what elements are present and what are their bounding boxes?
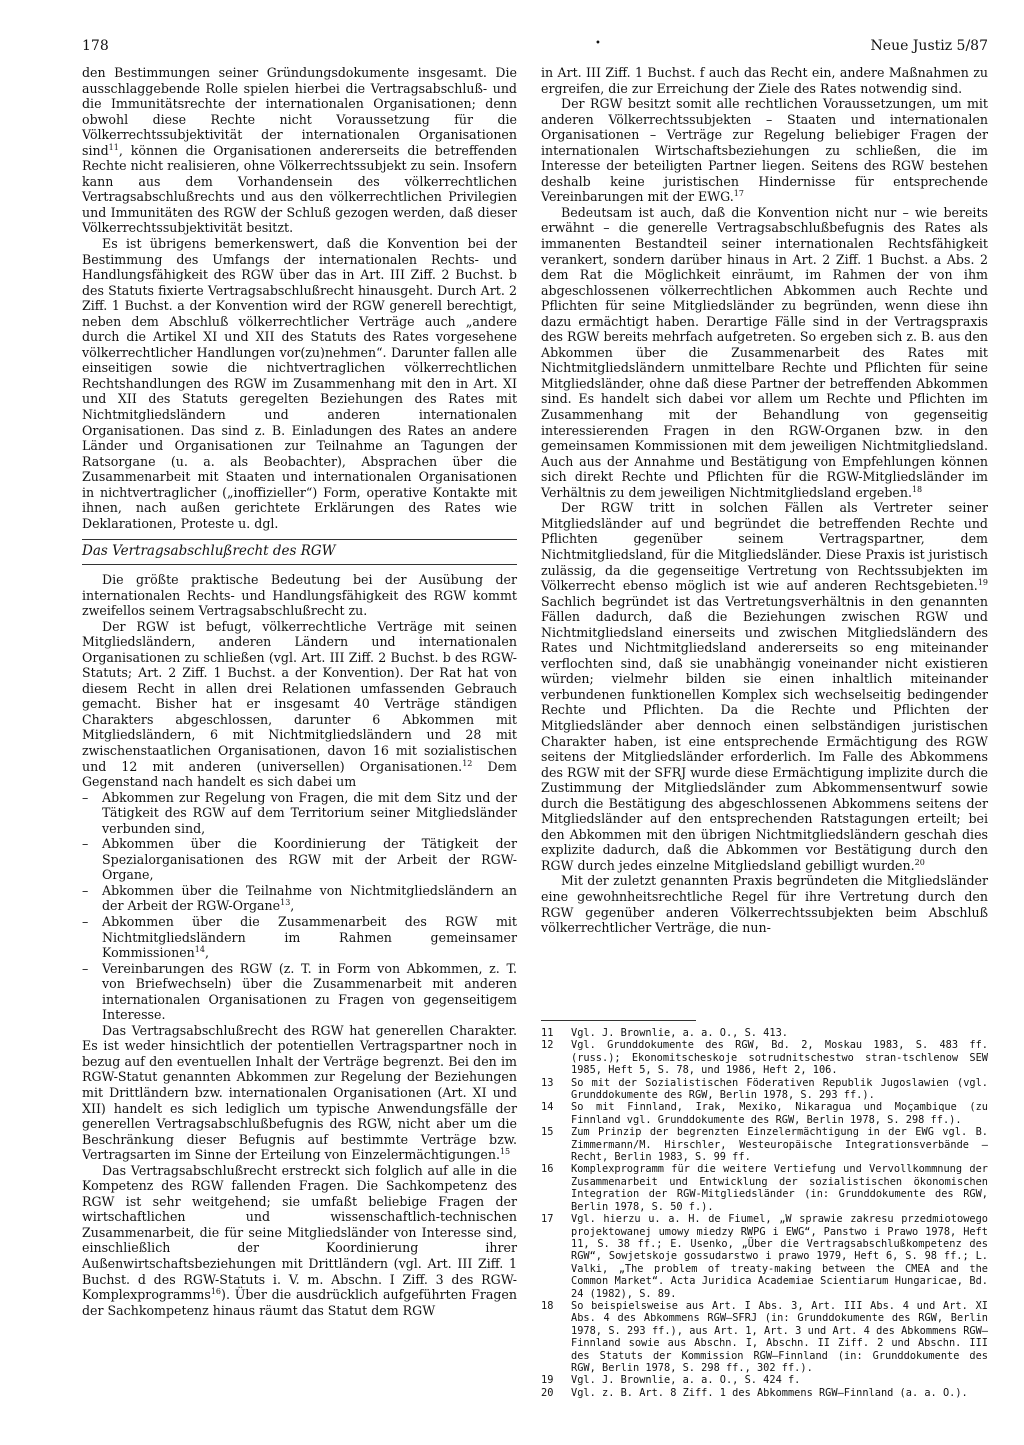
footnote-ref[interactable]: 11: [108, 142, 119, 152]
footnote-ref[interactable]: 12: [462, 758, 473, 768]
paragraph: Der RGW tritt in solchen Fällen als Vertreter seiner Mitgliedsländer auf und begründet die betreffenden Rechte und Pflichten gegenüber seinem Vertragspartner, dem Nichtmitgliedsland, für die Mitgliedsländer. Diese Praxis ist juristisch zulässig, da die gegenseitige Vertretung von Rechtssubjekten im Völkerrecht ebenso möglich ist wie auf anderen Rechtsgebieten.$^{19}$ Sachlich begründet ist das Vertretungsverhältnis in den genannten Fällen dadurch, daß die Beziehungen zwischen RGW und Nichtmitgliedsland einerseits und zwischen Mitgliedsländern des Rates und Nichtmitgliedsland andererseits so eng miteinander verflochten sind, daß sie unabhängig voneinander nicht existieren würden; vielmehr bilden sie einen inhaltlich miteinander verbundenen funktionellen Komplex sich wechselseitig bedingender Rechte und Pflichten. Da die Rechte und Pflichten der Mitgliedsländer aber dennoch einen selbständigen juristischen Charakter haben, ist eine entsprechende Ermächtigung des RGW seitens der Mitgliedsländer erforderlich. Im Falle des Abkommens des RGW mit der SFRJ wurde diese Ermächtigung implizite durch die Zustimmung der Mitgliedsländer zum Abkommensentwurf sowie durch die Bestätigung des abgeschlossenen Abkommens seitens der Mitgliedsländer auf den entsprechenden Ratstagungen erteilt; bei den Abkommen mit den übrigen Nichtmitgliedsländern geschah dies explizite dadurch, daß die Abkommen vor Bestätigung durch den RGW durch jedes einzelne Mitgliedsland gebilligt wurden.$^{20}$: [541, 500, 988, 873]
footnote-ref[interactable]: 19: [977, 577, 988, 587]
page-header: [82, 38, 988, 58]
list-item: – Abkommen über die Koordinierung der Tätigkeit der Spezialorganisationen des RGW mit der Arbeit der RGW-Organe,: [82, 836, 517, 883]
paragraph: Das Vertragsabschlußrecht des RGW hat generellen Charakter. Es ist weder hinsichtlich der potentiellen Vertragspartner noch in bezug auf den eventuellen Inhalt der Verträge begrenzt. Bei den im RGW-Statut genannten Abkommen zur Regelung der Beziehungen mit Drittländern bzw. internationalen Organisationen (Art. XI und XII) handelt es sich lediglich um typische Anwendungsfälle der generellen Vertragsabschlußbefugnis des RGW, nicht aber um die Beschränkung dieser Befugnis auf bestimmte Verträge bzw. Vertragsarten im Sinne der Erteilung von Einzelermächtigungen.$^{15}$: [82, 1022, 517, 1163]
footnote-number: 15: [541, 1126, 554, 1139]
footnote-text: So mit Finnland, Irak, Mexiko, Nikaragua und Moçambique (zu Finnland vgl. Grunddokumente des RGW, Berlin 1978, S. 298 ff.).: [571, 1101, 988, 1126]
paragraph: Der RGW ist befugt, völkerrechtliche Verträge mit seinen Mitgliedsländern, anderen Ländern und internationalen Organisationen zu schließen (vgl. Art. III Ziff. 2 Buchst. b des RGW-Statuts; Art. 2 Ziff. 1 Buchst. a der Konvention). Der Rat hat von diesem Recht in allen drei Relationen umfassenden Gebrauch gemacht. Bisher hat er insgesamt 40 Verträge ständigen Charakters abgeschlossen, darunter 6 Abkommen mit Mitgliedsländern, 6 mit Nichtmitgliedsländern und 28 mit zwischenstaatlichen Organisationen, davon 16 mit sozialistischen und 12 mit anderen (universellen) Organisationen.$^{12}$ Dem Gegenstand nach handelt es sich dabei um: [82, 618, 517, 790]
footnote: [541, 1163, 988, 1213]
footnote-number: 18: [541, 1299, 554, 1312]
footnote: [541, 1027, 988, 1039]
footnote: [541, 1039, 988, 1076]
paragraph: Mit der zuletzt genannten Praxis begründeten die Mitgliedsländer eine gewohnheitsrechtliche Regel für ihre Vertretung durch den RGW gegenüber anderen Völkerrechtssubjekten beim Abschluß völkerrechtlicher Verträge, die nun-: [541, 873, 988, 936]
footnote-ref[interactable]: 14: [194, 944, 205, 954]
footnote-number: 16: [541, 1163, 554, 1176]
footnote-text: Zum Prinzip der begrenzten Einzelermächtigung in der EWG vgl. B. Zimmermann/M. Hirschler, Westeuropäische Integrationsverbände – Recht, Berlin 1983, S. 99 ff.: [571, 1126, 988, 1164]
footnote-text: So mit der Sozialistischen Föderativen Republik Jugoslawien (vgl. Grunddokumente des RGW, Berlin 1978, S. 293 ff.).: [571, 1076, 988, 1102]
footnote-text: So beispielsweise aus Art. I Abs. 3, Art. III Abs. 4 und Art. XI Abs. 4 des Abkommens RGW–SFRJ (in: Grunddokumente des RGW, Berlin 1978, S. 293 ff.), aus Art. 1, Art. 3 und Art. 4 des Abkommens RGW–Finnland sowie aus Abschn. I, Abschn. II Ziff. 2 und Abschn. III des Statuts der Kommission RGW–Finnland (in: Grunddokumente des RGW, Berlin 1978, S. 298 ff., 302 ff.).: [571, 1299, 988, 1374]
footnote: [541, 1101, 988, 1126]
list-item: – Vereinbarungen des RGW (z. T. in Form von Abkommen, z. T. von Briefwechseln) über die Zusammenarbeit mit anderen internationalen Organisationen zu Fragen von gegenseitigem Interesse.: [82, 961, 517, 1023]
footnote: [541, 1374, 988, 1386]
list-item: – Abkommen über die Teilnahme von Nichtmitgliedsländern an der Arbeit der RGW-Organe$^{13}$,: [82, 883, 517, 914]
left-column: [82, 65, 517, 1318]
header-dot: •: [595, 38, 601, 49]
section-heading: Das Vertragsabschlußrecht des RGW: [82, 539, 517, 565]
footnote-number: 13: [541, 1076, 554, 1089]
footnote-number: 12: [541, 1039, 554, 1052]
footnote-number: 11: [541, 1027, 554, 1039]
footnote-divider: [541, 1020, 696, 1021]
footnote: [541, 1077, 988, 1102]
footnote: [541, 1213, 988, 1300]
paragraph: Bedeutsam ist auch, daß die Konvention nicht nur – wie bereits erwähnt – die generelle Vertragsabschlußbefugnis des Rates als immanenten Bestandteil seiner internationalen Rechtsfähigkeit verankert, sondern darüber hinaus in Art. 2 Ziff. 1 Buchst. a Abs. 2 dem Rat die Möglichkeit einräumt, im Rahmen der von ihm abgeschlossenen völkerrechtlichen Abkommen auch Rechte und Pflichten für seine Mitgliedsländer zu begründen, wenn diese ihn dazu ermächtigt haben. Derartige Fälle sind in der Vertragspraxis des RGW bereits mehrfach aufgetreten. So ergeben sich z. B. aus den Abkommen über die Zusammenarbeit des Rates mit Nichtmitgliedsländern unmittelbare Rechte und Pflichten für seine Mitgliedsländer, ohne daß diese Partner der betreffenden Abkommen sind. Es handelt sich dabei vor allem um Rechte und Pflichten im Zusammenhang mit der Behandlung von gegenseitig interessierenden Fragen in den RGW-Organen bzw. in den gemeinsamen Kommissionen mit dem jeweiligen Nichtmitgliedsland. Auch aus der Annahme und Bestätigung von Empfehlungen können sich direkt Rechte und Pflichten für die RGW-Mitgliedsländer im Verhältnis zu dem jeweiligen Nichtmitgliedsland ergeben.$^{18}$: [541, 204, 988, 500]
list-item: – Abkommen zur Regelung von Fragen, die mit dem Sitz und der Tätigkeit des RGW auf dem Territorium seiner Mitgliedsländer verbunden sind,: [82, 790, 517, 837]
page-number: 178: [82, 38, 109, 54]
footnote-ref[interactable]: 13: [280, 898, 291, 908]
footnote-ref[interactable]: 17: [733, 189, 744, 199]
paragraph: den Bestimmungen seiner Gründungsdokumente insgesamt. Die ausschlaggebende Rolle spielen hierbei die Vertragsabschluß- und die Immunitätsrechte der internationalen Organisationen; denn obwohl diese Rechte nicht Voraussetzung für die Völkerrechtssubjektivität der internationalen Organisationen sind$^{11}$, können die Organisationen andererseits die betreffenden Rechte nicht realisieren, ohne Völkerrechtssubjekt zu sein. Insofern kann aus dem Vorhandensein des völkerrechtlichen Vertragsabschlußrechts und aus den völkerrechtlichen Privilegien und Immunitäten des RGW der Schluß gezogen werden, daß dieser Völkerrechtssubjektivität besitzt.: [82, 65, 517, 236]
footnote-number: 14: [541, 1101, 554, 1114]
paragraph: Das Vertragsabschlußrecht erstreckt sich folglich auf alle in die Kompetenz des RGW fallenden Fragen. Die Sachkompetenz des RGW ist sehr weitgehend; sie umfaßt beliebige Fragen der wirtschaftlichen und wissenschaftlich-technischen Zusammenarbeit, die für seine Mitgliedsländer von Interesse sind, einschließlich der Koordinierung ihrer Außenwirtschaftsbeziehungen mit Drittländern (vgl. Art. III Ziff. 1 Buchst. d des RGW-Statuts i. V. m. Abschn. I Ziff. 3 des RGW-Komplexprogramms$^{16}$). Über die ausdrücklich aufgeführten Fragen der Sachkompetenz hinaus räumt das Statut dem RGW: [82, 1162, 517, 1318]
footnote: [541, 1126, 988, 1163]
journal-title: Neue Justiz 5/87: [870, 38, 988, 54]
footnote: [541, 1300, 988, 1374]
list-item: – Abkommen über die Zusammenarbeit des RGW mit Nichtmitgliedsländern im Rahmen gemeinsamer Kommissionen$^{14}$,: [82, 914, 517, 961]
footnote-text: Vgl. hierzu u. a. H. de Fiumel, „W sprawie zakresu przedmiotowego projektowanej umowy miedzy RWPG i EWG“, Panstwo i Prawo 1978, Heft 11, S. 38 ff.; E. Usenko, „Über die Vertragsabschlußkompetenz des RGW“, Sowjetskoje gossudarstwo i prawo 1979, Heft 6, S. 98 ff.; L. Valki, „The problem of treaty-making between the CMEA and the Common Market“. Acta Juridica Academiae Scientiarum Hungaricae, Bd. 24 (1982), S. 89.: [571, 1213, 988, 1300]
footnote-ref[interactable]: 16: [210, 1286, 222, 1296]
footnote-number: 20: [541, 1386, 554, 1399]
footnote-text: Vgl. Grunddokumente des RGW, Bd. 2, Moskau 1983, S. 483 ff. (russ.); Ekonomitscheskoje sotrudnitschestwo stran-tschlenow SEW 1985, Heft 5, S. 78, und 1986, Heft 2, 106.: [571, 1039, 988, 1077]
footnote-text: Vgl. J. Brownlie, a. a. O., S. 424 f.: [571, 1374, 801, 1387]
footnote-ref[interactable]: 20: [914, 857, 925, 867]
footnote-number: 19: [541, 1374, 554, 1387]
paragraph: Die größte praktische Bedeutung bei der Ausübung der internationalen Rechts- und Handlungsfähigkeit des RGW kommt zweifellos seinem Vertragsabschlußrecht zu.: [82, 571, 517, 619]
footnote-ref[interactable]: 15: [499, 1147, 511, 1156]
footnote: [541, 1387, 988, 1399]
footnote-text: Vgl. J. Brownlie, a. a. O., S. 413.: [571, 1027, 788, 1039]
footnote-text: Vgl. z. B. Art. 8 Ziff. 1 des Abkommens RGW–Finnland (a. a. O.).: [571, 1386, 968, 1399]
paragraph: in Art. III Ziff. 1 Buchst. f auch das Recht ein, andere Maßnahmen zu ergreifen, die zur Erreichung der Ziele des Rates notwendig sind.: [541, 65, 988, 96]
paragraph: Der RGW besitzt somit alle rechtlichen Voraussetzungen, um mit anderen Völkerrechtssubjekten – Staaten und internationalen Organisationen – Verträge zur Regelung beliebiger Fragen der internationalen Wirtschaftsbeziehungen zu schließen, die im Interesse der beteiligten Partner liegen. Seitens des RGW bestehen deshalb keine juristischen Hindernisse für entsprechende Vereinbarungen mit der EWG.$^{17}$: [541, 96, 988, 205]
paragraph: Es ist übrigens bemerkenswert, daß die Konvention bei der Bestimmung des Umfangs der internationalen Rechts- und Handlungsfähigkeit des RGW über das in Art. III Ziff. 2 Buchst. b des Statuts fixierte Vertragsabschlußrecht hinausgeht. Durch Art. 2 Ziff. 1 Buchst. a der Konvention wird der RGW generell berechtigt, neben dem Abschluß völkerrechtlicher Verträge auch „andere durch die Artikel XI und XII des Statuts des Rates vorgesehene völkerrechtlicher Handlungen vor(zu)nehmen“. Darunter fallen alle einseitigen sowie die nichtvertraglichen völkerrechtlichen Rechtshandlungen des RGW im Zusammenhang mit den in Art. XI und XII des Statuts geregelten Beziehungen des Rates mit Nichtmitgliedsländern und anderen internationalen Organisationen. Das sind z. B. Einladungen des Rates an andere Länder und Organisationen zur Teilnahme an Tagungen der Ratsorgane (u. a. als Beobachter), Absprachen über die Zusammenarbeit mit Staaten und internationalen Organisationen in nichtvertraglicher („inoffizieller“) Form, operative Kontakte mit ihnen, nach außen gerichtete Erklärungen des Rates wie Deklarationen, Proteste u. dgl.: [82, 236, 517, 531]
footnotes: [541, 1020, 988, 1399]
footnote-text: Komplexprogramm für die weitere Vertiefung und Vervollkommnung der Zusammenarbeit und Entwicklung der sozialistischen ökonomischen Integration der RGW-Mitgliedsländer (in: Grunddokumente des RGW, Berlin 1978, S. 50 f.).: [571, 1163, 988, 1213]
right-column: [541, 65, 988, 936]
footnote-ref[interactable]: 18: [911, 484, 923, 494]
agreement-list: [82, 790, 517, 1023]
footnote-number: 17: [541, 1213, 554, 1226]
